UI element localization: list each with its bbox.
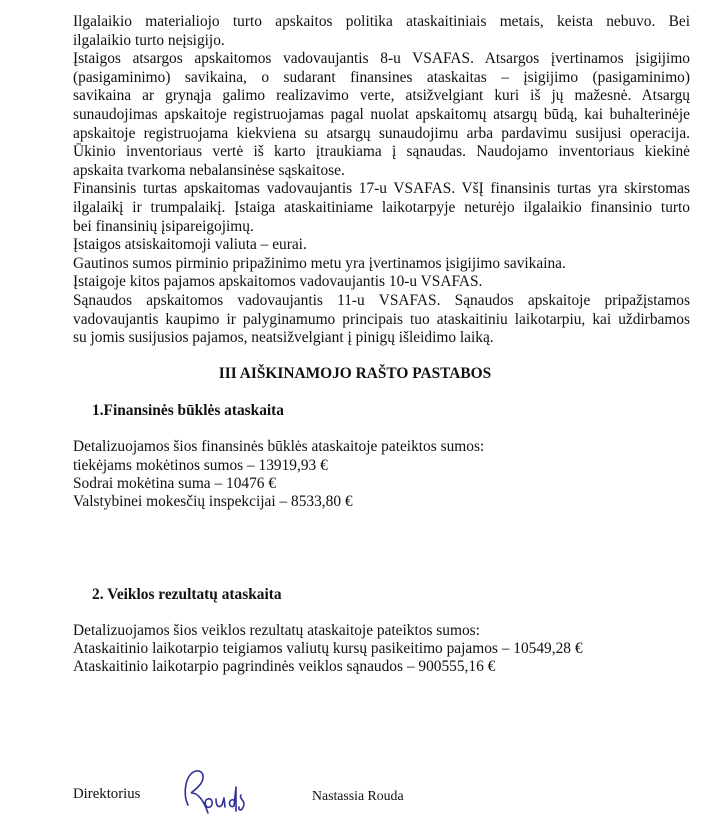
balance-section-title: 1.Finansinės būklės ataskaita	[92, 402, 285, 419]
balance-item: Sodrai mokėtina suma – 10476 €	[73, 475, 277, 492]
text-line: ilgalaikį ir trumpalaikį. Įstaiga ataskaitiniame laikotarpyje neturėjo ilgalaikio finansinio turto	[73, 198, 690, 216]
text-line: (pasigaminimo) savikaina, o sudarant finansines ataskaitas – įsigijimo (pasigaminimo)	[73, 68, 690, 86]
text-line: vadovaujantis kaupimo ir palyginamumo principais tuo ataskaitiniu laikotarpiu, kai uždirbamos	[73, 310, 690, 328]
text-line: Sąnaudos apskaitomos vadovaujantis 11-u VSAFAS. Sąnaudos apskaitoje pripažįstamos	[73, 291, 690, 309]
text-line: apskaitoje registruojama kiekviena su atsargų sunaudojimu arba pardavimu susijusi operacija.	[73, 124, 690, 142]
text-line: sunaudojimas apskaitoje registruojamas pagal nuolat apskaitomų atsargų būdą, kai buhalterinėje	[73, 105, 690, 123]
text-line: Ilgalaikio materialiojo turto apskaitos politika ataskaitiniais metais, keista nebuvo. Bei	[73, 13, 690, 30]
results-section-title: 2. Veiklos rezultatų ataskaita	[92, 586, 282, 603]
balance-item: tiekėjams mokėtinos sumos – 13919,93 €	[73, 457, 328, 474]
balance-intro: Detalizuojamos šios finansinės būklės ataskaitoje pateiktos sumos:	[73, 438, 485, 455]
director-title: Direktorius	[73, 786, 141, 802]
text-line: apskaita tvarkoma nebalansinėse sąskaitose.	[73, 161, 345, 179]
text-line: bei finansinių įsipareigojimų.	[73, 217, 254, 235]
results-intro: Detalizuojamos šios veiklos rezultatų ataskaitoje pateiktos sumos:	[73, 622, 480, 639]
text-line: Finansinis turtas apskaitomas vadovaujantis 17-u VSAFAS. VšĮ finansinis turtas yra skirstomas	[73, 180, 690, 198]
results-item: Ataskaitinio laikotarpio pagrindinės veiklos sąnaudos – 900555,16 €	[73, 658, 496, 675]
accounting-policy-text	[73, 13, 690, 348]
text-line: savikaina ar grynąja galimo realizavimo verte, atsižvelgiant kuri iš jų mažesnė. Atsargų	[73, 87, 690, 105]
text-line: ilgalaikio turto neįsigijo.	[73, 31, 225, 49]
text-line: Įstaigos atsiskaitomoji valiuta – eurai.	[73, 236, 307, 254]
text-line: Ūkinio inventoriaus vertė iš karto įtraukiama į sąnaudas. Naudojamo inventoriaus kiekinė	[73, 143, 690, 161]
text-line: Įstaigoje kitos pajamos apskaitomos vadovaujantis 10-u VSAFAS.	[73, 273, 483, 291]
text-line: su jomis susijusios pajamos, neatsižvelgiant į pinigų išleidimo laiką.	[73, 329, 494, 347]
section-title: III AIŠKINAMOJO RAŠTO PASTABOS	[218, 365, 492, 382]
balance-item: Valstybinei mokesčių inspekcijai – 8533,80 €	[73, 493, 353, 510]
text-line: Įstaigos atsargos apskaitomos vadovaujantis 8-u VSAFAS. Atsargos įvertinamos įsigijimo	[73, 50, 690, 68]
text-line: Gautinos sumos pirminio pripažinimo metu yra įvertinamos įsigijimo savikaina.	[73, 254, 566, 272]
director-name: Nastassia Rouda	[312, 788, 404, 803]
handwritten-signature	[178, 765, 258, 823]
results-item: Ataskaitinio laikotarpio teigiamos valiutų kursų pasikeitimo pajamos – 10549,28 €	[73, 640, 583, 657]
